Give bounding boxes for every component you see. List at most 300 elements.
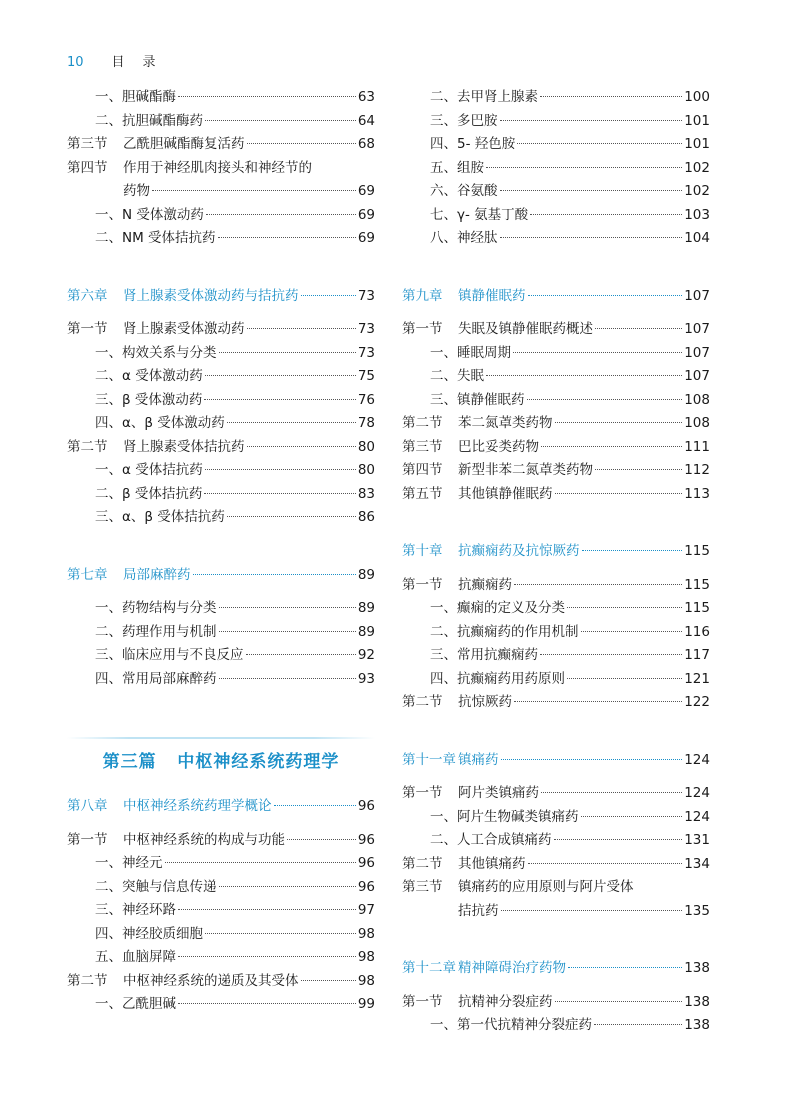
entry-page-number: 107: [684, 368, 710, 384]
entry-label: 第七章: [67, 566, 108, 583]
entry-title: 一、乙酰胆碱: [95, 996, 176, 1012]
entry-page-number: 73: [357, 321, 375, 337]
dot-leader: [567, 607, 682, 608]
toc-block: [402, 86, 710, 251]
entry-page-number: 100: [684, 89, 710, 105]
chapter-heading[interactable]: [402, 540, 710, 564]
entry-page-number: 111: [684, 438, 710, 455]
toc-entry[interactable]: [402, 180, 710, 204]
toc-entry[interactable]: [67, 597, 375, 621]
entry-title: 四、5- 羟色胺: [430, 136, 516, 152]
toc-entry[interactable]: [67, 133, 375, 157]
entry-title: 一、神经元: [95, 855, 163, 871]
entry-title: 四、抗癫痫药用药原则: [430, 670, 565, 687]
entry-title: 六、谷氨酸: [430, 183, 498, 199]
toc-entry[interactable]: [67, 365, 375, 389]
entry-page-number: 108: [684, 391, 710, 408]
toc-entry[interactable]: [402, 597, 710, 621]
entry-page-number: 101: [684, 136, 710, 152]
dot-leader: [218, 237, 356, 238]
entry-page-number: 73: [357, 344, 375, 361]
entry-label: 第二节: [402, 855, 443, 872]
entry-title: 拮抗药: [458, 902, 499, 919]
entry-page-number: 64: [357, 112, 375, 129]
toc-entry[interactable]: [67, 829, 375, 853]
toc-chapter[interactable]: [67, 564, 375, 588]
entry-title: 一、睡眠周期: [430, 344, 511, 361]
toc-entry[interactable]: [402, 133, 710, 157]
toc-block: [402, 991, 710, 1038]
chapter-heading[interactable]: [67, 564, 375, 588]
toc-entry[interactable]: [402, 691, 710, 715]
entry-label: 第九章: [402, 287, 443, 304]
dot-leader: [178, 909, 356, 910]
entry-label: 第十一章: [402, 751, 456, 768]
entry-page-number: 138: [684, 960, 710, 976]
entry-title: 中枢神经系统的递质及其受体: [123, 972, 299, 989]
entry-title: 阿片类镇痛药: [458, 785, 539, 801]
entry-title: 作用于神经肌肉接头和神经节的: [123, 159, 312, 176]
entry-page-number: 76: [357, 391, 375, 408]
dot-leader: [301, 980, 356, 981]
toc-block: [67, 829, 375, 1017]
dot-leader: [204, 399, 355, 400]
toc-entry[interactable]: [402, 227, 710, 251]
entry-title: 二、抗胆碱酯酶药: [95, 112, 203, 129]
dot-leader: [595, 469, 682, 470]
toc-entry[interactable]: [402, 1014, 710, 1038]
dot-leader: [501, 759, 683, 760]
toc-entry[interactable]: [67, 621, 375, 645]
entry-title: 镇痛药: [458, 751, 499, 768]
entry-page-number: 83: [357, 485, 375, 502]
entry-title: 乙酰胆碱酯酶复活药: [123, 136, 245, 152]
entry-page-number: 89: [357, 600, 375, 616]
toc-entry[interactable]: [67, 644, 375, 668]
toc-entry[interactable]: [67, 668, 375, 692]
toc-entry[interactable]: [402, 853, 710, 877]
toc-entry[interactable]: [67, 852, 375, 876]
dot-leader: [595, 328, 682, 329]
dot-leader: [540, 96, 682, 97]
entry-title: 一、α 受体拮抗药: [95, 462, 203, 478]
entry-page-number: 102: [684, 183, 710, 199]
entry-label: 第十二章: [402, 960, 456, 976]
entry-page-number: 63: [357, 89, 375, 105]
toc-chapter[interactable]: [67, 795, 375, 819]
entry-page-number: 68: [357, 136, 375, 152]
entry-page-number: 69: [357, 183, 375, 199]
entry-page-number: 98: [357, 925, 375, 942]
dot-leader: [205, 469, 356, 470]
dot-leader: [301, 295, 356, 296]
toc-entry[interactable]: [67, 946, 375, 970]
entry-label: 第五节: [402, 485, 443, 502]
toc-entry[interactable]: [402, 412, 710, 436]
dot-leader: [500, 237, 683, 238]
entry-page-number: 113: [684, 485, 710, 502]
entry-title: 三、临床应用与不良反应: [95, 647, 244, 663]
entry-page-number: 103: [684, 206, 710, 223]
toc-entry[interactable]: [67, 342, 375, 366]
toc-entry[interactable]: [67, 876, 375, 900]
entry-label: 第一节: [402, 576, 443, 593]
entry-title: 新型非苯二氮䓬类药物: [458, 462, 593, 478]
dot-leader: [581, 631, 683, 632]
entry-title: 七、γ- 氨基丁酸: [430, 206, 529, 223]
entry-title: 一、阿片生物碱类镇痛药: [430, 808, 579, 825]
toc-block: [402, 318, 710, 506]
entry-page-number: 138: [684, 1017, 710, 1033]
entry-page-number: 107: [684, 344, 710, 361]
dot-leader: [219, 352, 356, 353]
entry-label: 第六章: [67, 287, 108, 304]
entry-page-number: 89: [357, 623, 375, 640]
toc-entry[interactable]: [402, 829, 710, 853]
entry-page-number: 69: [357, 206, 375, 223]
entry-label: 第十章: [402, 543, 443, 559]
dot-leader: [246, 654, 356, 655]
chapter-heading[interactable]: [67, 285, 375, 309]
entry-page-number: 134: [684, 855, 710, 872]
dot-leader: [219, 678, 356, 679]
entry-title: 药物: [123, 183, 150, 199]
dot-leader: [205, 375, 356, 376]
entry-title: 二、药理作用与机制: [95, 623, 217, 640]
entry-page-number: 96: [357, 798, 375, 814]
entry-page-number: 135: [684, 902, 710, 919]
entry-title: 三、神经环路: [95, 902, 176, 918]
entry-page-number: 107: [684, 287, 710, 304]
entry-title: 二、α 受体激动药: [95, 368, 203, 384]
entry-title: 其他镇静催眠药: [458, 485, 553, 502]
toc-entry[interactable]: [67, 970, 375, 994]
page-number: 10: [67, 55, 84, 70]
entry-page-number: 93: [357, 670, 375, 687]
toc-entry[interactable]: [402, 204, 710, 228]
entry-label: 第三节: [402, 438, 443, 455]
entry-title: 二、突触与信息传递: [95, 878, 217, 895]
entry-title: 五、血脑屏障: [95, 949, 176, 965]
toc-entry[interactable]: [402, 782, 710, 806]
entry-title: 三、镇静催眠药: [430, 391, 525, 408]
entry-title: 五、组胺: [430, 159, 484, 176]
entry-page-number: 96: [357, 855, 375, 871]
dot-leader: [205, 120, 356, 121]
toc-entry[interactable]: [67, 993, 375, 1017]
toc-entry[interactable]: [402, 483, 710, 507]
toc-entry[interactable]: [402, 900, 710, 924]
entry-page-number: 86: [357, 509, 375, 525]
entry-page-number: 80: [357, 462, 375, 478]
entry-title: 一、第一代抗精神分裂症药: [430, 1017, 592, 1033]
toc-chapter[interactable]: [402, 285, 710, 309]
entry-label: 第二节: [67, 972, 108, 989]
toc-chapter[interactable]: [402, 957, 710, 981]
toc-entry[interactable]: [402, 86, 710, 110]
dot-leader: [165, 862, 356, 863]
toc-entry[interactable]: [402, 342, 710, 366]
entry-page-number: 104: [684, 230, 710, 246]
entry-label: 第三节: [402, 879, 443, 895]
entry-title: 二、人工合成镇痛药: [430, 832, 552, 848]
entry-title: 镇痛药的应用原则与阿片受体: [458, 879, 634, 895]
entry-label: 第一节: [67, 831, 108, 848]
entry-label: 第四节: [67, 159, 108, 176]
entry-page-number: 108: [684, 415, 710, 431]
toc-left-column: [67, 86, 375, 1017]
toc-entry[interactable]: [67, 157, 375, 181]
toc-entry[interactable]: [67, 318, 375, 342]
entry-title: 四、α、β 受体激动药: [95, 415, 225, 431]
dot-leader: [178, 956, 356, 957]
toc-entry[interactable]: [402, 644, 710, 668]
entry-title: 其他镇痛药: [458, 855, 526, 872]
entry-title: 三、多巴胺: [430, 112, 498, 129]
toc-entry[interactable]: [67, 227, 375, 251]
dot-leader: [287, 839, 356, 840]
dot-leader: [514, 701, 682, 702]
toc-entry[interactable]: [67, 436, 375, 460]
entry-title: 镇静催眠药: [458, 287, 526, 304]
entry-page-number: 75: [357, 368, 375, 384]
entry-title: 四、神经胶质细胞: [95, 925, 203, 942]
dot-leader: [581, 816, 683, 817]
toc-entry[interactable]: [402, 621, 710, 645]
toc-chapter[interactable]: [402, 540, 710, 564]
toc-entry[interactable]: [67, 389, 375, 413]
dot-leader: [274, 805, 356, 806]
entry-title: 一、癫痫的定义及分类: [430, 600, 565, 616]
entry-page-number: 121: [684, 670, 710, 687]
dot-leader: [219, 886, 356, 887]
dot-leader: [555, 422, 683, 423]
entry-page-number: 73: [357, 287, 375, 304]
entry-label: 第三节: [67, 136, 108, 152]
dot-leader: [555, 493, 683, 494]
dot-leader: [514, 584, 682, 585]
toc-block: [67, 318, 375, 530]
dot-leader: [247, 446, 356, 447]
dot-leader: [227, 516, 356, 517]
toc-entry[interactable]: [67, 506, 375, 530]
toc-entry[interactable]: [67, 412, 375, 436]
entry-title: 三、常用抗癫痫药: [430, 647, 538, 663]
dot-leader: [501, 910, 683, 911]
dot-leader: [204, 493, 355, 494]
toc-block: [67, 597, 375, 691]
entry-title: 二、失眠: [430, 368, 484, 384]
dot-leader: [540, 654, 682, 655]
entry-page-number: 124: [684, 751, 710, 768]
toc-block: [402, 782, 710, 923]
part-banner: [67, 737, 375, 781]
entry-title: 中枢神经系统药理学概论: [123, 798, 272, 814]
entry-page-number: 112: [684, 462, 710, 478]
dot-leader: [206, 214, 356, 215]
dot-leader: [527, 399, 683, 400]
entry-title: 二、NM 受体拮抗药: [95, 230, 216, 246]
dot-leader: [193, 574, 356, 575]
entry-label: 第一节: [402, 321, 443, 337]
toc-entry[interactable]: [402, 806, 710, 830]
entry-title: 局部麻醉药: [123, 566, 191, 583]
dot-leader: [219, 631, 356, 632]
entry-title: 精神障碍治疗药物: [458, 960, 566, 976]
dot-leader: [219, 607, 356, 608]
toc-entry[interactable]: [402, 991, 710, 1015]
entry-title: 一、构效关系与分类: [95, 344, 217, 361]
dot-leader: [178, 96, 356, 97]
entry-page-number: 92: [357, 647, 375, 663]
toc-entry[interactable]: [67, 899, 375, 923]
entry-title: 抗惊厥药: [458, 694, 512, 710]
toc-entry[interactable]: [67, 923, 375, 947]
entry-page-number: 96: [357, 831, 375, 848]
entry-page-number: 98: [357, 972, 375, 989]
entry-page-number: 115: [684, 576, 710, 593]
toc-block: [67, 86, 375, 251]
entry-label: 第二节: [402, 694, 443, 710]
dot-leader: [486, 375, 682, 376]
chapter-heading[interactable]: [67, 795, 375, 819]
toc-entry[interactable]: [402, 157, 710, 181]
entry-title: 三、β 受体激动药: [95, 391, 203, 408]
entry-page-number: 122: [684, 694, 710, 710]
entry-page-number: 124: [684, 785, 710, 801]
entry-page-number: 115: [684, 600, 710, 616]
toc-entry[interactable]: [402, 318, 710, 342]
part-title: [103, 747, 340, 772]
entry-title: 抗癫痫药: [458, 576, 512, 593]
entry-page-number: 98: [357, 949, 375, 965]
entry-page-number: 80: [357, 438, 375, 455]
entry-title: 抗癫痫药及抗惊厥药: [458, 543, 580, 559]
toc-entry[interactable]: [67, 110, 375, 134]
toc-entry[interactable]: [67, 180, 375, 204]
chapter-heading[interactable]: [402, 957, 710, 981]
dot-leader: [554, 839, 683, 840]
dot-leader: [530, 214, 682, 215]
dot-leader: [205, 933, 356, 934]
entry-label: 第一节: [402, 993, 443, 1010]
entry-title: 二、去甲肾上腺素: [430, 89, 538, 105]
entry-page-number: 124: [684, 808, 710, 825]
dot-leader: [500, 120, 683, 121]
part-label: 第三篇: [102, 751, 157, 772]
entry-label: 第一节: [402, 785, 443, 801]
dot-leader: [247, 143, 356, 144]
dot-leader: [528, 295, 683, 296]
entry-page-number: 89: [357, 566, 375, 583]
entry-title: 一、药物结构与分类: [95, 600, 217, 616]
entry-title: 肾上腺素受体激动药与拮抗药: [123, 287, 299, 304]
entry-label: 第二节: [67, 438, 108, 455]
toc-entry[interactable]: [402, 436, 710, 460]
entry-page-number: 96: [357, 878, 375, 895]
entry-title: 巴比妥类药物: [458, 438, 539, 455]
toc-entry[interactable]: [402, 668, 710, 692]
dot-leader: [541, 792, 682, 793]
chapter-heading[interactable]: [402, 749, 710, 773]
entry-page-number: 116: [684, 623, 710, 640]
dot-leader: [513, 352, 682, 353]
dot-leader: [568, 967, 682, 968]
dot-leader: [594, 1024, 682, 1025]
toc-right-column: [402, 86, 710, 1038]
entry-title: 三、α、β 受体拮抗药: [95, 509, 225, 525]
toc-entry[interactable]: [67, 204, 375, 228]
dot-leader: [582, 550, 683, 551]
running-header: [67, 51, 174, 70]
entry-page-number: 138: [684, 993, 710, 1010]
entry-label: 第四节: [402, 462, 443, 478]
entry-title: 肾上腺素受体拮抗药: [123, 438, 245, 455]
entry-page-number: 117: [684, 647, 710, 663]
running-title: 目录: [111, 55, 174, 70]
entry-page-number: 131: [684, 832, 710, 848]
entry-page-number: 107: [684, 321, 710, 337]
dot-leader: [247, 328, 356, 329]
entry-page-number: 101: [684, 112, 710, 129]
toc-entry[interactable]: [402, 574, 710, 598]
entry-title: 肾上腺素受体激动药: [123, 321, 245, 337]
entry-title: 中枢神经系统的构成与功能: [123, 831, 285, 848]
entry-title: 一、胆碱酯酶: [95, 89, 176, 105]
toc-block: [402, 574, 710, 715]
dot-leader: [517, 143, 682, 144]
dot-leader: [178, 1003, 356, 1004]
entry-title: 一、N 受体激动药: [95, 206, 204, 223]
dot-leader: [528, 863, 683, 864]
entry-title: 四、常用局部麻醉药: [95, 670, 217, 687]
toc-entry[interactable]: [67, 459, 375, 483]
toc-entry[interactable]: [402, 876, 710, 900]
dot-leader: [227, 422, 356, 423]
entry-title: 二、β 受体拮抗药: [95, 485, 203, 502]
entry-label: 第一节: [67, 321, 108, 337]
entry-page-number: 69: [357, 230, 375, 246]
toc-entry[interactable]: [402, 365, 710, 389]
entry-title: 失眠及镇静催眠药概述: [458, 321, 593, 337]
chapter-heading[interactable]: [402, 285, 710, 309]
toc-entry[interactable]: [402, 389, 710, 413]
entry-page-number: 102: [684, 159, 710, 176]
toc-entry[interactable]: [402, 110, 710, 134]
dot-leader: [555, 1001, 683, 1002]
entry-title: 二、抗癫痫药的作用机制: [430, 623, 579, 640]
toc-chapter[interactable]: [67, 285, 375, 309]
toc-chapter[interactable]: [402, 749, 710, 773]
dot-leader: [567, 678, 682, 679]
dot-leader: [500, 190, 683, 191]
dot-leader: [152, 190, 356, 191]
entry-label: 第二节: [402, 415, 443, 431]
entry-page-number: 99: [357, 996, 375, 1012]
toc-entry[interactable]: [67, 483, 375, 507]
part-name: 中枢神经系统药理学: [177, 751, 340, 772]
entry-title: 抗精神分裂症药: [458, 993, 553, 1010]
dot-leader: [486, 167, 682, 168]
toc-entry[interactable]: [67, 86, 375, 110]
dot-leader: [541, 446, 682, 447]
entry-page-number: 78: [357, 415, 375, 431]
entry-title: 八、神经肽: [430, 230, 498, 246]
toc-entry[interactable]: [402, 459, 710, 483]
entry-title: 苯二氮䓬类药物: [458, 415, 553, 431]
entry-label: 第八章: [67, 798, 108, 814]
entry-page-number: 115: [684, 543, 710, 559]
